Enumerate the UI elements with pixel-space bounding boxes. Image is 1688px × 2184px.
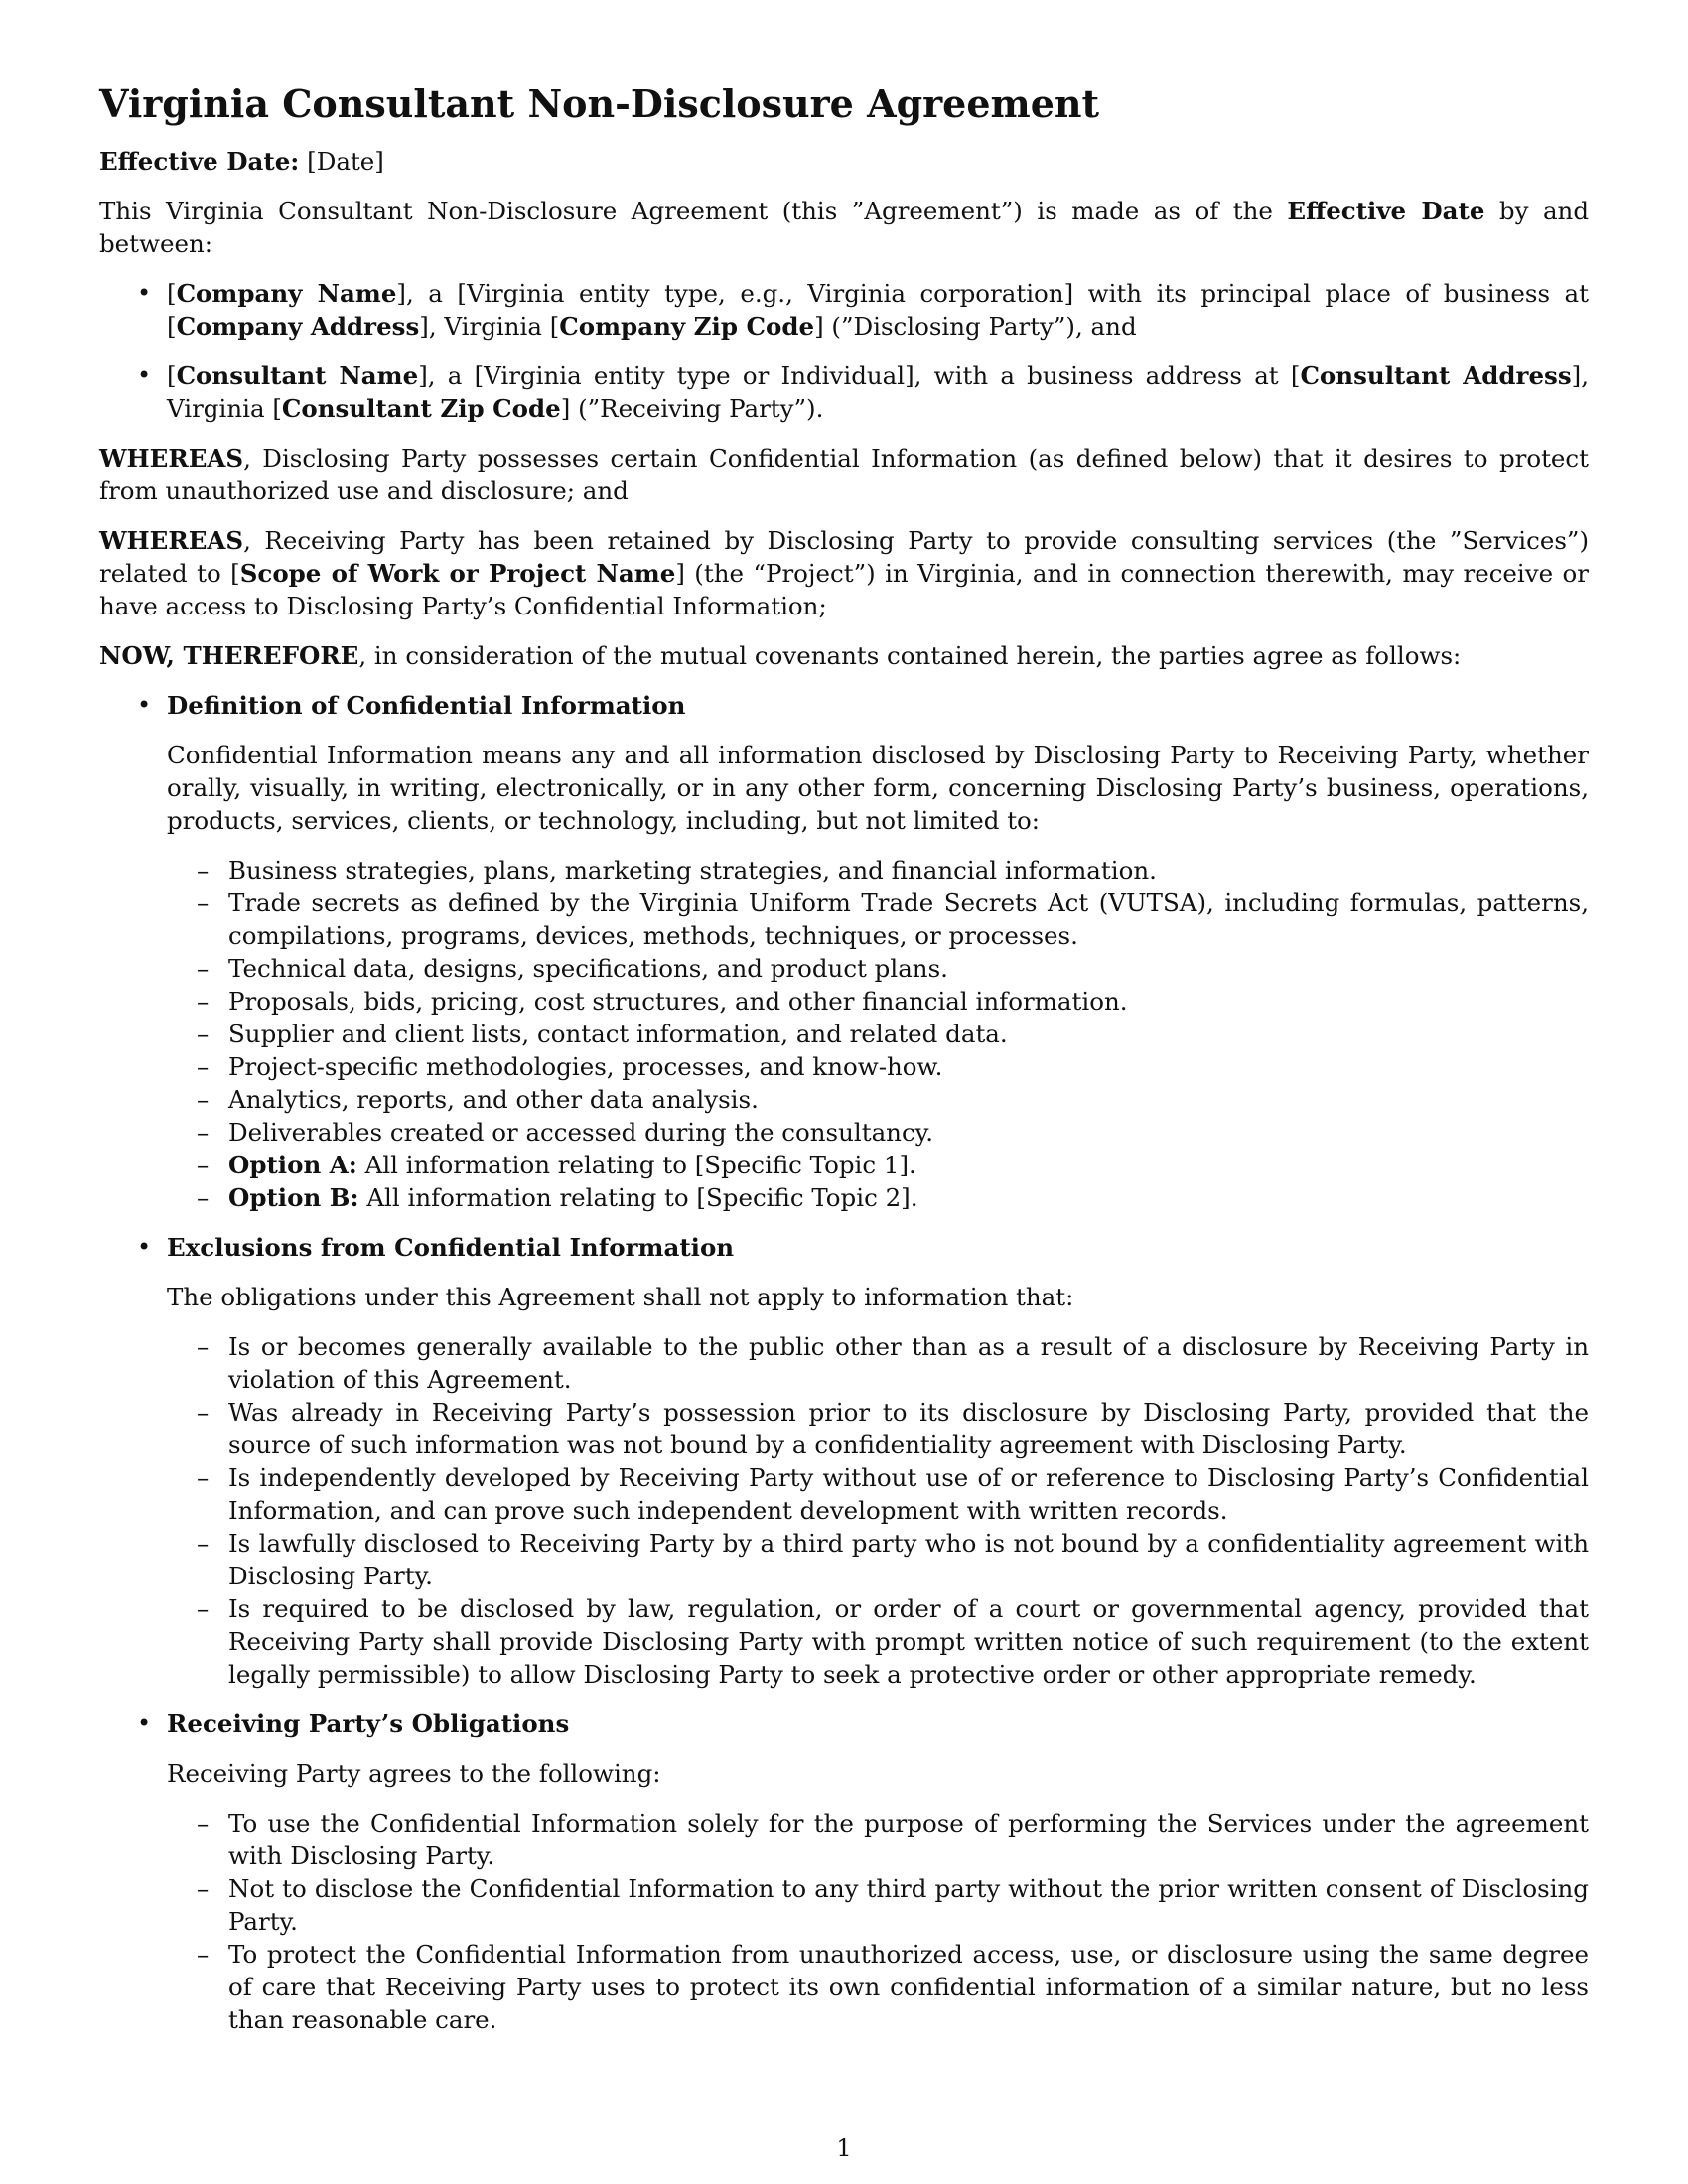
option-b-item: – Option B: All information relating to [Specific Topic 2]. xyxy=(167,1181,1589,1214)
list-item: – Is required to be disclosed by law, regulation, or order of a court or governmental agency, provided that Receiving Party shall provide Disclosing Party with prompt written notice of such requirement (to the extent legally permissible) to allow Disclosing Party to seek a protective order or other appropriate remedy. xyxy=(167,1592,1589,1691)
parties-list xyxy=(99,277,1589,425)
sections-list xyxy=(99,689,1589,2036)
effective-date-label: Effective Date: xyxy=(99,147,300,176)
whereas-label: WHEREAS xyxy=(99,526,244,555)
list-item: – To protect the Confidential Information from unauthorized access, use, or disclosure using the same degree of care that Receiving Party uses to protect its own confidential information of a similar nature, but no less than reasonable care. xyxy=(167,1938,1589,2036)
list-item: – Trade secrets as defined by the Virginia Uniform Trade Secrets Act (VUTSA), including formulas, patterns, compilations, programs, devices, methods, techniques, or processes. xyxy=(167,887,1589,952)
section-definition xyxy=(99,689,1589,1214)
consultant-address-placeholder: Consultant Address xyxy=(1300,361,1572,390)
effective-date-value: [Date] xyxy=(307,147,384,176)
section-intro: The obligations under this Agreement shall not apply to information that: xyxy=(167,1283,1074,1311)
intro-text: This Virginia Consultant Non-Disclosure Agreement (this ”Agreement”) is made as of the xyxy=(99,197,1288,225)
now-therefore-paragraph: NOW, THEREFORE, in consideration of the mutual covenants contained herein, the parties agree as follows: xyxy=(99,641,1462,670)
section-intro: Confidential Information means any and all information disclosed by Disclosing Party to Receiving Party, whether orally, visually, in writing, electronically, or in any other form, concerning Disclosing Party’s business, operations, products, services, clients, or technology, including, but not limited to: xyxy=(167,741,1589,835)
obligation-items xyxy=(167,1807,1589,2036)
list-item: – Technical data, designs, specifications, and product plans. xyxy=(167,952,1589,985)
whereas-label: WHEREAS xyxy=(99,444,244,473)
document-page xyxy=(99,81,1589,2053)
list-item: – Is independently developed by Receiving Party without use of or reference to Disclosing Party’s Confidential Information, and can prove such independent development with written records. xyxy=(167,1461,1589,1527)
list-item: – Proposals, bids, pricing, cost structures, and other financial information. xyxy=(167,985,1589,1018)
list-item: – Project-specific methodologies, processes, and know-how. xyxy=(167,1050,1589,1083)
section-exclusions xyxy=(99,1231,1589,1691)
list-item: – Deliverables created or accessed during the consultancy. xyxy=(167,1116,1589,1149)
consultant-zip-placeholder: Consultant Zip Code xyxy=(281,394,561,423)
company-address-placeholder: Company Address xyxy=(176,312,420,341)
list-item: – Analytics, reports, and other data analysis. xyxy=(167,1083,1589,1116)
section-title: • Definition of Confidential Information xyxy=(167,691,686,720)
list-item: – Is lawfully disclosed to Receiving Party by a third party who is not bound by a confidentiality agreement with Disclosing Party. xyxy=(167,1527,1589,1592)
consultant-name-placeholder: Consultant Name xyxy=(176,361,419,390)
list-item: – Is or becomes generally available to the public other than as a result of a disclosure by Receiving Party in violation of this Agreement. xyxy=(167,1330,1589,1396)
company-zip-placeholder: Company Zip Code xyxy=(559,312,815,341)
list-item: – Not to disclose the Confidential Information to any third party without the prior written consent of Disclosing Party. xyxy=(167,1872,1589,1938)
list-item: – Business strategies, plans, marketing strategies, and financial information. xyxy=(167,854,1589,887)
party-item-consultant: • [Consultant Name], a [Virginia entity type or Individual], with a business address at [Consultant Address], Virginia [Consultant Zip Code] (”Receiving Party”). xyxy=(99,359,1589,425)
intro-text-end: by and between: xyxy=(99,197,1590,258)
whereas-paragraph-2: WHEREAS, Receiving Party has been retained by Disclosing Party to provide consulting services (the ”Services”) related to [Scope of Work or Project Name] (the “Project”) in Virginia, and in connection therewith, may receive or have access to Disclosing Party’s Confidential Information; xyxy=(99,526,1589,620)
list-item: – To use the Confidential Information solely for the purpose of performing the Services under the agreement with Disclosing Party. xyxy=(167,1807,1589,1872)
company-name-placeholder: Company Name xyxy=(176,279,397,308)
party-item-company: • [Company Name], a [Virginia entity type, e.g., Virginia corporation] with its principal place of business at [Company Address], Virginia [Company Zip Code] (”Disclosing Party”), and xyxy=(99,277,1589,342)
option-a-label: Option A: xyxy=(228,1151,357,1179)
intro-paragraph xyxy=(99,195,1589,260)
whereas-paragraph-1: WHEREAS, Disclosing Party possesses certain Confidential Information (as defined below) that it desires to protect from unauthorized use and disclosure; and xyxy=(99,444,1589,505)
option-a-item: – Option A: All information relating to [Specific Topic 1]. xyxy=(167,1149,1589,1181)
effective-date xyxy=(99,145,1589,178)
exclusion-items xyxy=(167,1330,1589,1691)
section-intro: Receiving Party agrees to the following: xyxy=(167,1759,661,1788)
document-title: Virginia Consultant Non-Disclosure Agreement xyxy=(99,81,1100,126)
section-title: • Receiving Party’s Obligations xyxy=(167,1709,570,1738)
intro-bold: Effective Date xyxy=(1287,197,1485,225)
now-therefore-label: NOW, THEREFORE xyxy=(99,641,359,670)
section-obligations xyxy=(99,1707,1589,2036)
list-item: – Supplier and client lists, contact information, and related data. xyxy=(167,1018,1589,1050)
scope-placeholder: Scope of Work or Project Name xyxy=(239,559,676,588)
list-item: – Was already in Receiving Party’s possession prior to its disclosure by Disclosing Party, provided that the source of such information was not bound by a confidentiality agreement with Disclosing Party. xyxy=(167,1396,1589,1461)
section-title: • Exclusions from Confidential Information xyxy=(167,1233,735,1262)
page-number: 1 xyxy=(836,2134,852,2162)
definition-items xyxy=(167,854,1589,1214)
option-b-label: Option B: xyxy=(228,1183,359,1212)
